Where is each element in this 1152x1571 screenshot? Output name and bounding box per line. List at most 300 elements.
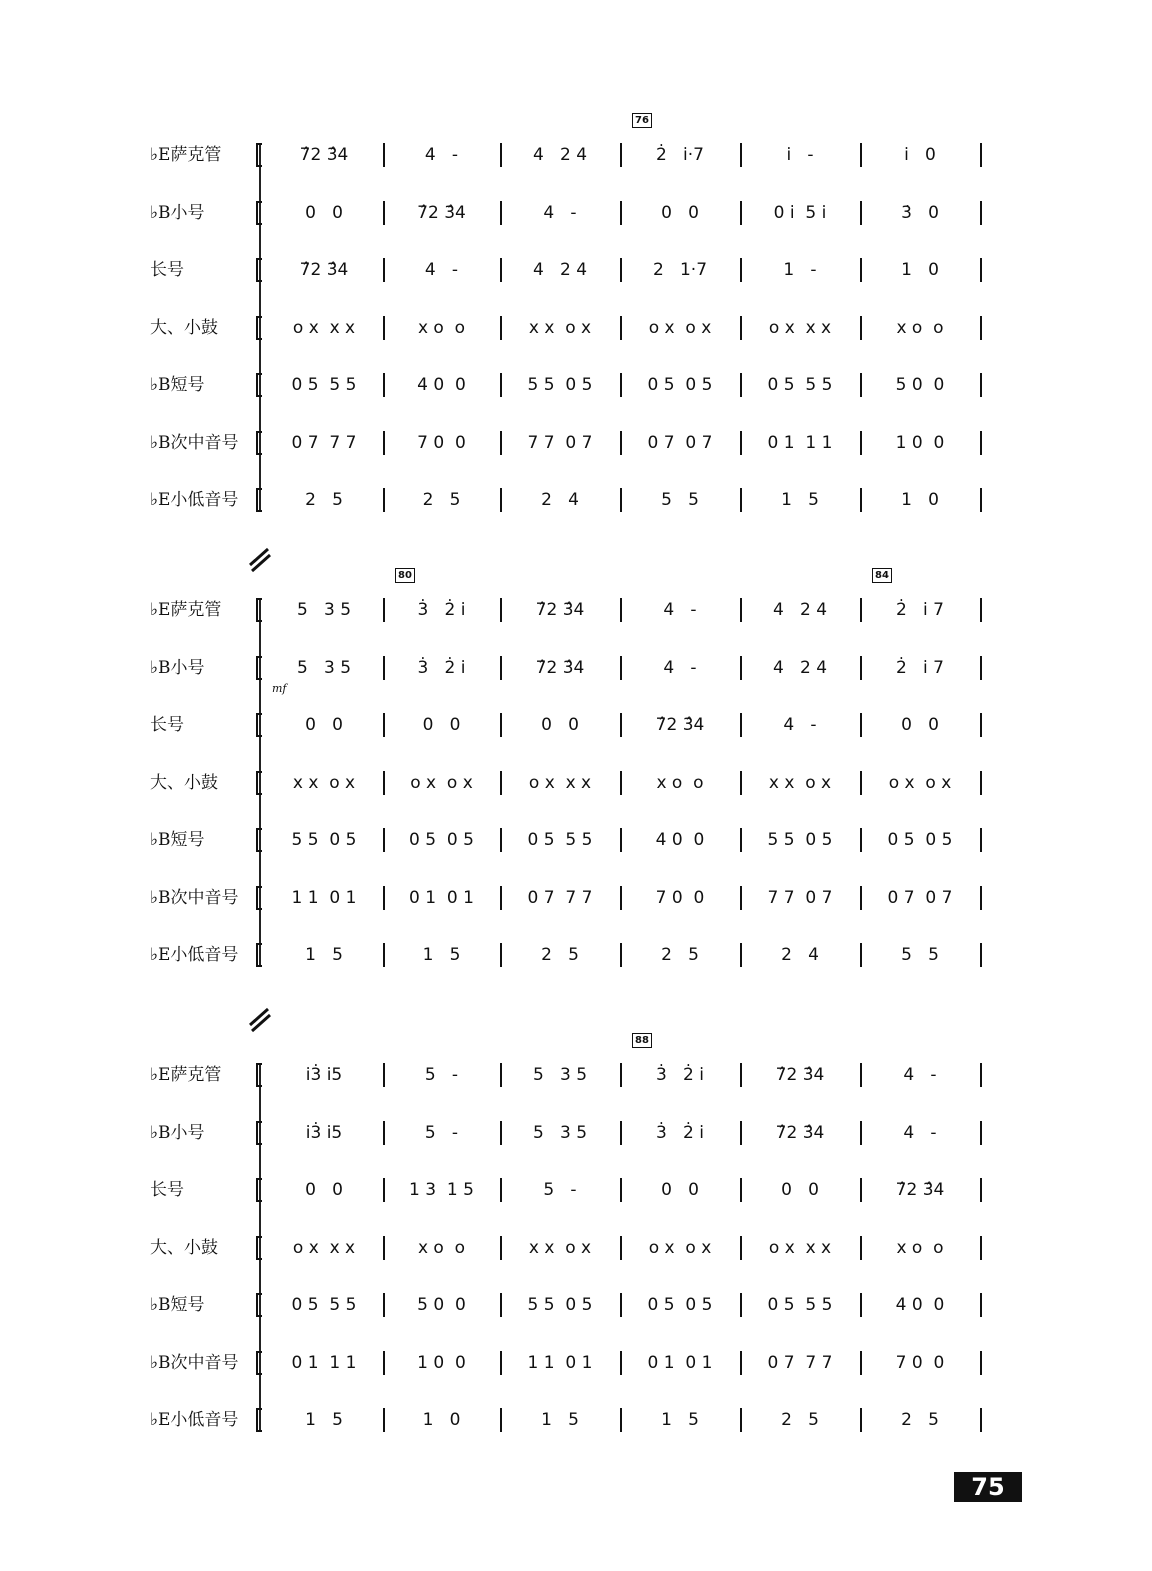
measure-notes: 1 0 0 <box>417 1352 466 1373</box>
measure-notes: 0 i̇ 5 i̇ <box>773 202 827 223</box>
barline <box>500 488 502 512</box>
measure-notes: 1 3 1 5 <box>409 1180 474 1200</box>
barline <box>740 828 742 852</box>
measure-notes: 5 5 0 5 <box>527 1295 593 1315</box>
measure-notes: 4 - <box>903 1122 937 1143</box>
barline <box>383 1178 385 1202</box>
staff-row <box>0 423 1000 463</box>
staff-bracket-icon <box>254 771 264 795</box>
measure-notes: 4 - <box>663 600 697 620</box>
staff-bracket-icon <box>254 1351 264 1375</box>
instrument-label: ♭E萨克管 <box>150 600 222 620</box>
barline <box>980 316 982 340</box>
barline <box>620 1063 622 1087</box>
instrument-label: 大、小鼓 <box>150 772 218 793</box>
measure-notes: 0 5 5 5 <box>527 830 593 850</box>
barline <box>383 598 385 622</box>
measure-notes: 0 7 0 7 <box>647 432 713 453</box>
barline <box>620 656 622 680</box>
barline <box>620 316 622 340</box>
measure-notes: 5 3 5 <box>532 1122 588 1143</box>
barline <box>860 828 862 852</box>
measure-notes: o x o x <box>410 772 473 793</box>
staff-bracket-icon <box>254 1063 264 1087</box>
measure-notes: 7 0 0 <box>655 887 705 908</box>
barline <box>620 1121 622 1145</box>
instrument-label: 长号 <box>150 1180 184 1200</box>
measure-notes: 7̂2 3̂4 <box>655 715 705 735</box>
staff-row <box>0 365 1000 405</box>
barline <box>980 886 982 910</box>
barline <box>860 1121 862 1145</box>
barline <box>383 713 385 737</box>
staff-row <box>0 250 1000 290</box>
barline <box>620 1178 622 1202</box>
staff-row <box>0 1113 1000 1153</box>
rehearsal-mark: 88 <box>632 1033 652 1048</box>
barline <box>980 713 982 737</box>
measure-notes: 0 5 0 5 <box>647 375 713 395</box>
measure-notes: 0 5 5 5 <box>291 1295 357 1315</box>
measure-notes: 7̂2 3̂4 <box>895 1180 945 1200</box>
staff-row <box>0 1055 1000 1095</box>
staff-bracket-icon <box>254 656 264 680</box>
staff-bracket-icon <box>254 1293 264 1317</box>
measure-notes: 2̇ i̇·7 <box>656 145 704 165</box>
measure-notes: 0 0 <box>781 1180 819 1200</box>
barline <box>500 1178 502 1202</box>
staff-row <box>0 1228 1000 1268</box>
measure-notes: 0 0 <box>661 1180 699 1200</box>
dynamic-marking: mf <box>272 681 287 695</box>
instrument-label: 长号 <box>150 260 184 280</box>
page-number: 75 <box>954 1472 1022 1502</box>
measure-notes: 1 5 <box>541 1410 579 1430</box>
measure-notes: 3̇ 2̇ i̇ <box>417 600 466 620</box>
barline <box>500 828 502 852</box>
measure-notes: 1 0 0 <box>895 432 945 453</box>
measure-notes: 1 - <box>783 260 817 280</box>
measure-notes: 0 0 <box>305 1180 343 1200</box>
barline <box>620 1236 622 1260</box>
measure-notes: x o o <box>656 772 704 793</box>
staff-bracket-icon <box>254 828 264 852</box>
measure-notes: x o o <box>896 1237 944 1258</box>
measure-notes: 2 5 <box>661 945 699 965</box>
measure-notes: 2 5 <box>541 945 579 965</box>
measure-notes: 7̂2 3̂4 <box>417 202 466 223</box>
measure-notes: 0 7 7 7 <box>291 432 357 453</box>
barline <box>980 143 982 167</box>
barline <box>620 373 622 397</box>
measure-notes: 4 2 4 <box>532 260 588 280</box>
measure-notes: 7̂2 3̂4 <box>535 657 585 678</box>
measure-notes: 7 7 0 7 <box>767 887 833 908</box>
measure-notes: x x o x <box>528 317 592 338</box>
barline <box>383 258 385 282</box>
barline <box>500 201 502 225</box>
measure-notes: 2 5 <box>901 1410 939 1430</box>
measure-notes: 2̇ i̇ 7 <box>896 600 944 620</box>
barline <box>980 201 982 225</box>
measure-notes: o x o x <box>648 317 712 338</box>
barline <box>740 373 742 397</box>
barline <box>500 143 502 167</box>
system-separator-icon <box>248 1005 272 1033</box>
barline <box>620 771 622 795</box>
barline <box>860 431 862 455</box>
measure-notes: 1 0 <box>422 1410 461 1430</box>
measure-notes: 7 0 0 <box>417 432 466 453</box>
barline <box>980 258 982 282</box>
staff-bracket-icon <box>254 1236 264 1260</box>
measure-notes: 5 - <box>543 1180 577 1200</box>
staff-bracket-icon <box>254 598 264 622</box>
barline <box>500 656 502 680</box>
barline <box>383 316 385 340</box>
measure-notes: 3̇ 2̇ i̇ <box>417 657 466 678</box>
measure-notes: 0 7 7 7 <box>527 887 593 908</box>
measure-notes: 1 5 <box>305 1410 343 1430</box>
barline <box>740 143 742 167</box>
barline <box>980 828 982 852</box>
measure-notes: 1 5 <box>422 945 461 965</box>
barline <box>980 1408 982 1432</box>
barline <box>620 943 622 967</box>
barline <box>860 1236 862 1260</box>
measure-notes: 4 0 0 <box>895 1295 945 1315</box>
barline <box>740 1293 742 1317</box>
measure-notes: 0 5 0 5 <box>409 830 474 850</box>
barline <box>383 771 385 795</box>
barline <box>860 713 862 737</box>
measure-notes: 0 7 0 7 <box>887 887 953 908</box>
measure-notes: 0 1 0 1 <box>647 1352 713 1373</box>
staff-bracket-icon <box>254 201 264 225</box>
measure-notes: 5 5 0 5 <box>767 830 833 850</box>
barline <box>860 598 862 622</box>
measure-notes: 2̇ i̇ 7 <box>896 657 944 678</box>
measure-notes: 1 0 <box>901 260 939 280</box>
measure-notes: 2 4 <box>541 490 579 510</box>
measure-notes: 2 5 <box>305 490 343 510</box>
measure-notes: o x o x <box>888 772 952 793</box>
barline <box>620 886 622 910</box>
barline <box>620 201 622 225</box>
barline <box>500 373 502 397</box>
measure-notes: 0 5 0 5 <box>887 830 953 850</box>
staff-row <box>0 193 1000 233</box>
measure-notes: 5 5 <box>661 490 699 510</box>
measure-notes: x x o x <box>768 772 832 793</box>
barline <box>500 1351 502 1375</box>
barline <box>500 886 502 910</box>
measure-notes: 7 7 0 7 <box>527 432 593 453</box>
barline <box>500 258 502 282</box>
measure-notes: x o o <box>417 1237 466 1258</box>
measure-notes: 4 2 4 <box>772 600 828 620</box>
barline <box>620 1408 622 1432</box>
barline <box>980 488 982 512</box>
instrument-label: ♭B次中音号 <box>150 887 239 908</box>
rehearsal-mark: 80 <box>395 568 415 583</box>
barline <box>980 771 982 795</box>
instrument-label: ♭B短号 <box>150 830 205 850</box>
staff-bracket-icon <box>254 1408 264 1432</box>
barline <box>383 431 385 455</box>
staff-row <box>0 590 1000 630</box>
instrument-label: ♭B次中音号 <box>150 432 239 453</box>
instrument-label: 大、小鼓 <box>150 1237 218 1258</box>
barline <box>860 1178 862 1202</box>
measure-notes: 2 4 <box>781 945 819 965</box>
measure-notes: 4 2 4 <box>772 657 828 678</box>
staff-bracket-icon <box>254 488 264 512</box>
measure-notes: 0 0 <box>305 202 343 223</box>
staff-bracket-icon <box>254 316 264 340</box>
barline <box>860 316 862 340</box>
measure-notes: o x o x <box>648 1237 712 1258</box>
measure-notes: 7̂2 3̂4 <box>775 1122 825 1143</box>
measure-notes: 4 - <box>903 1065 937 1085</box>
measure-notes: 0 0 <box>901 715 939 735</box>
barline <box>383 143 385 167</box>
measure-notes: x x o x <box>528 1237 592 1258</box>
barline <box>860 258 862 282</box>
barline <box>383 1121 385 1145</box>
measure-notes: o x x x <box>292 1237 356 1258</box>
barline <box>383 1408 385 1432</box>
staff-bracket-icon <box>254 143 264 167</box>
barline <box>500 1063 502 1087</box>
measure-notes: 3̇ 2̇ i̇ <box>656 1122 704 1143</box>
barline <box>500 1236 502 1260</box>
measure-notes: 0 7 7 7 <box>767 1352 833 1373</box>
staff-row <box>0 705 1000 745</box>
barline <box>740 1121 742 1145</box>
measure-notes: 4 0 0 <box>417 375 466 395</box>
barline <box>980 598 982 622</box>
barline <box>500 1408 502 1432</box>
barline <box>620 598 622 622</box>
barline <box>740 258 742 282</box>
instrument-label: ♭B小号 <box>150 657 205 678</box>
barline <box>500 1121 502 1145</box>
barline <box>383 1293 385 1317</box>
barline <box>500 598 502 622</box>
barline <box>860 1408 862 1432</box>
instrument-label: ♭B短号 <box>150 375 205 395</box>
barline <box>383 1351 385 1375</box>
instrument-label: 大、小鼓 <box>150 317 218 338</box>
barline <box>500 771 502 795</box>
barline <box>980 656 982 680</box>
staff-row <box>0 763 1000 803</box>
measure-notes: 1 0 <box>901 490 939 510</box>
barline <box>383 373 385 397</box>
measure-notes: o x x x <box>528 772 592 793</box>
measure-notes: 0 5 5 5 <box>767 375 833 395</box>
barline <box>860 143 862 167</box>
barline <box>860 656 862 680</box>
barline <box>620 431 622 455</box>
barline <box>740 431 742 455</box>
measure-notes: i̇3̇ i̇5 <box>305 1122 343 1143</box>
measure-notes: 3̇ 0 <box>901 202 939 223</box>
measure-notes: i̇ - <box>786 145 814 165</box>
measure-notes: o x x x <box>768 1237 832 1258</box>
measure-notes: 5 0 0 <box>895 375 945 395</box>
barline <box>500 943 502 967</box>
measure-notes: 0 0 <box>541 715 579 735</box>
measure-notes: 5 3 5 <box>296 600 352 620</box>
barline <box>500 1293 502 1317</box>
measure-notes: 3̇ 2̇ i̇ <box>656 1065 704 1085</box>
measure-notes: 7 0 0 <box>895 1352 945 1373</box>
measure-notes: 2 1·7 <box>652 260 708 280</box>
staff-row <box>0 135 1000 175</box>
measure-notes: 0 1 1 1 <box>291 1352 357 1373</box>
measure-notes: 4 - <box>543 202 577 223</box>
barline <box>980 373 982 397</box>
barline <box>860 771 862 795</box>
instrument-label: ♭B小号 <box>150 202 205 223</box>
barline <box>620 713 622 737</box>
measure-notes: 0 0 <box>305 715 343 735</box>
measure-notes: 5 3 5 <box>532 1065 588 1085</box>
staff-row <box>0 480 1000 520</box>
measure-notes: 1 5 <box>305 945 343 965</box>
measure-notes: 2 5 <box>422 490 461 510</box>
instrument-label: ♭E小低音号 <box>150 945 239 965</box>
barline <box>740 1236 742 1260</box>
barline <box>383 656 385 680</box>
barline <box>980 1351 982 1375</box>
barline <box>620 828 622 852</box>
barline <box>860 373 862 397</box>
barline <box>980 1178 982 1202</box>
barline <box>620 488 622 512</box>
instrument-label: 长号 <box>150 715 184 735</box>
barline <box>860 1293 862 1317</box>
measure-notes: 5 - <box>424 1122 459 1143</box>
staff-row <box>0 648 1000 688</box>
measure-notes: o x x x <box>292 317 356 338</box>
rehearsal-mark: 84 <box>872 568 892 583</box>
measure-notes: 1 1 0 1 <box>291 887 357 908</box>
measure-notes: 5 5 0 5 <box>527 375 593 395</box>
measure-notes: 5 - <box>424 1065 459 1085</box>
barline <box>980 431 982 455</box>
measure-notes: 7̂2 3̂4 <box>299 260 349 280</box>
barline <box>860 1351 862 1375</box>
barline <box>980 943 982 967</box>
measure-notes: o x x x <box>768 317 832 338</box>
instrument-label: ♭E小低音号 <box>150 1410 239 1430</box>
barline <box>860 1063 862 1087</box>
measure-notes: 4 - <box>783 715 817 735</box>
measure-notes: 0 5 5 5 <box>291 375 357 395</box>
barline <box>740 488 742 512</box>
instrument-label: ♭E小低音号 <box>150 490 239 510</box>
barline <box>740 943 742 967</box>
staff-bracket-icon <box>254 713 264 737</box>
barline <box>620 1351 622 1375</box>
barline <box>620 143 622 167</box>
instrument-label: ♭B小号 <box>150 1122 205 1143</box>
barline <box>740 201 742 225</box>
measure-notes: 1 1 0 1 <box>527 1352 593 1373</box>
barline <box>383 1063 385 1087</box>
barline <box>980 1293 982 1317</box>
measure-notes: 0 5 0 5 <box>647 1295 713 1315</box>
measure-notes: 5 0 0 <box>417 1295 466 1315</box>
measure-notes: 4 - <box>424 260 459 280</box>
measure-notes: 0 1 0 1 <box>409 887 474 908</box>
instrument-label: ♭B短号 <box>150 1295 205 1315</box>
measure-notes: i̇ 0 <box>904 145 936 165</box>
staff-row <box>0 1400 1000 1440</box>
barline <box>500 713 502 737</box>
measure-notes: 1 5 <box>661 1410 699 1430</box>
barline <box>740 1178 742 1202</box>
rehearsal-mark: 76 <box>632 113 652 128</box>
staff-bracket-icon <box>254 943 264 967</box>
measure-notes: 4 - <box>424 145 459 165</box>
measure-notes: 5 5 0 5 <box>291 830 357 850</box>
barline <box>740 886 742 910</box>
staff-row <box>0 878 1000 918</box>
barline <box>740 1408 742 1432</box>
barline <box>740 656 742 680</box>
measure-notes: x o o <box>417 317 466 338</box>
measure-notes: x o o <box>896 317 944 338</box>
staff-row <box>0 1285 1000 1325</box>
staff-row <box>0 935 1000 975</box>
measure-notes: 2 5 <box>781 1410 819 1430</box>
measure-notes: 5 5 <box>901 945 939 965</box>
barline <box>500 316 502 340</box>
barline <box>740 771 742 795</box>
barline <box>383 1236 385 1260</box>
measure-notes: 7̂2 3̂4 <box>299 145 349 165</box>
barline <box>740 598 742 622</box>
measure-notes: 0 0 <box>661 202 699 223</box>
measure-notes: 0 1 1 1 <box>767 432 833 453</box>
barline <box>980 1121 982 1145</box>
staff-bracket-icon <box>254 1121 264 1145</box>
barline <box>740 1351 742 1375</box>
measure-notes: 7̂2 3̂4 <box>775 1065 825 1085</box>
measure-notes: i̇3̇ i̇5 <box>305 1065 343 1085</box>
barline <box>620 258 622 282</box>
barline <box>383 828 385 852</box>
staff-row <box>0 308 1000 348</box>
system-separator-icon <box>248 545 272 573</box>
instrument-label: ♭E萨克管 <box>150 1065 222 1085</box>
staff-bracket-icon <box>254 373 264 397</box>
staff-row <box>0 1343 1000 1383</box>
staff-row <box>0 820 1000 860</box>
barline <box>620 1293 622 1317</box>
barline <box>860 943 862 967</box>
barline <box>860 886 862 910</box>
barline <box>860 488 862 512</box>
staff-row <box>0 1170 1000 1210</box>
measure-notes: 0 5 5 5 <box>767 1295 833 1315</box>
barline <box>383 201 385 225</box>
measure-notes: 1 5 <box>781 490 819 510</box>
